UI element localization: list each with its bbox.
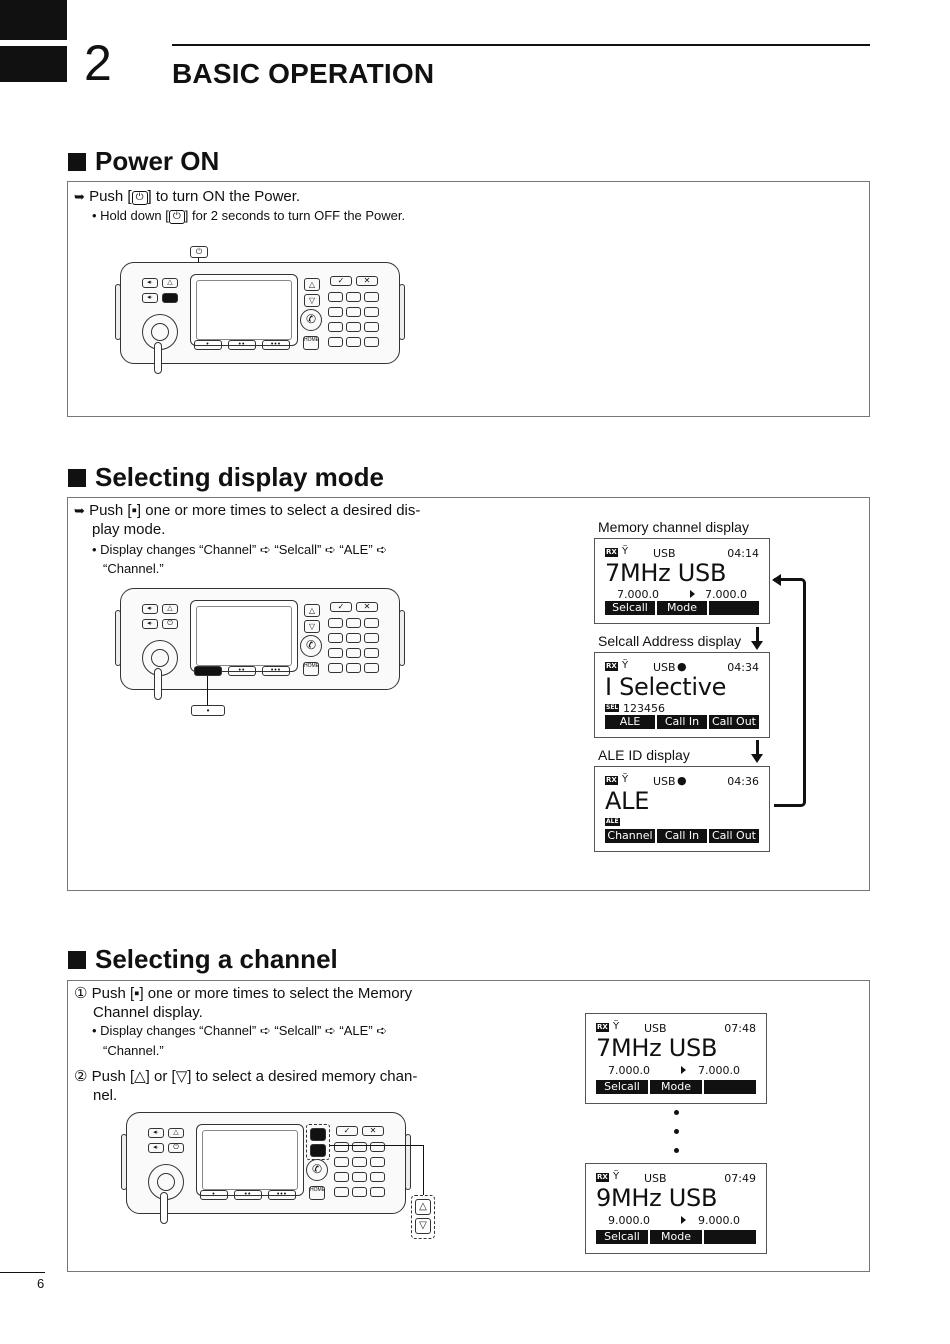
footer-rule [0,1272,45,1273]
radio-lcd [196,1124,304,1196]
display-ale-id: RX Ÿ USB ● 04:36 ALE ALE Channel Call In Call Out [594,766,770,852]
radio-lcd [190,600,298,672]
display-mode-note: • Display changes “Channel” ➪ “Selcall” ➪ “ALE” ➪ [92,542,388,557]
antenna-icon: Ÿ [622,660,629,671]
square-bullet-icon [68,951,86,969]
radio-lcd [190,274,298,346]
arrow-down-icon [751,754,763,763]
ellipsis-dot [674,1129,679,1134]
ellipsis-dot [674,1148,679,1153]
loop-arrow [774,578,806,807]
call-icon[interactable]: ✆ [300,309,322,331]
power-on-step: ➥ Push [ ⏻ ] to turn ON the Power. [74,188,301,205]
antenna-icon: Ÿ [613,1171,620,1182]
call-icon[interactable]: ✆ [306,1159,328,1181]
display-selcall-address: RX Ÿ USB ● 04:34 I Selective SEL 123456 ALE Call In Call Out [594,652,770,738]
display-key-callout: • [191,705,225,716]
display-memory-channel: RX Ÿ USB 04:14 7MHz USB 7.000.0 7.000.0 Selcall Mode [594,538,770,624]
flow-arrow [756,740,759,755]
radio-front-panel: ◂· △ ◂· • •• ••• △ ▽ ✓ ✕ ✆ HOME [120,262,400,364]
display-mode-step: ➥ Push [▪] one or more times to select a desired dis- [74,502,421,519]
flow-arrow [756,627,759,642]
arrow-bullet-icon: ➥ [74,503,85,518]
square-bullet-icon [68,153,86,171]
home-menu-button[interactable]: HOME [303,336,319,350]
display-channel-9mhz: RX Ÿ USB 07:49 9MHz USB 9.000.0 9.000.0 Selcall Mode [585,1163,767,1254]
arrow-left-icon [772,574,781,586]
display-channel-7mhz: RX Ÿ USB 07:48 7MHz USB 7.000.0 7.000.0 Selcall Mode [585,1013,767,1104]
power-key-icon: ⏻ [132,191,148,205]
ellipsis-dot [674,1110,679,1115]
antenna-icon: Ÿ [613,1021,620,1032]
power-key-callout: ⏻ [190,246,208,258]
antenna-icon: Ÿ [622,774,629,785]
chapter-tab [0,0,67,40]
up-down-callout [411,1195,435,1239]
home-menu-button[interactable]: HOME [303,662,319,676]
callout-line [330,1145,424,1146]
arrow-right-icon [690,590,695,598]
down-key-icon: ▽ [415,1218,431,1234]
page-number: 6 [37,1276,45,1291]
arrow-down-icon [751,641,763,650]
section-title-display-mode: Selecting display mode [68,462,384,493]
display-mode-button[interactable] [194,666,222,676]
power-button[interactable] [162,293,178,303]
section-title-power-on: Power ON [68,146,219,177]
caption-ale: ALE ID display [598,747,690,763]
callout-line [423,1145,424,1195]
antenna-icon: Ÿ [622,546,629,557]
arrow-bullet-icon: ➥ [74,189,85,204]
header-rule [172,44,870,46]
call-icon[interactable]: ✆ [300,635,322,657]
person-icon: ● [677,774,687,787]
chapter-title: BASIC OPERATION [172,58,435,89]
caption-selcall: Selcall Address display [598,633,742,649]
caption-memory-channel: Memory channel display [598,519,749,535]
up-key-icon: △ [415,1199,431,1215]
callout-line [207,676,208,706]
power-off-note: • Hold down [ ⏻ ] for 2 seconds to turn OFF the Power. [92,208,406,223]
radio-front-panel: ◂· △ ◂· ⏻ •• ••• △ ▽ ✓ ✕ ✆ HOME [120,588,400,690]
channel-step-2: ② Push [△] or [▽] to select a desired memory chan- [74,1068,418,1085]
chapter-tab-lower [0,46,67,82]
arrow-right-icon [681,1066,686,1074]
person-icon: ● [677,660,687,673]
square-bullet-icon [68,469,86,487]
arrow-right-icon [681,1216,686,1224]
channel-note: • Display changes “Channel” ➪ “Selcall” ➪ “ALE” ➪ [92,1023,388,1038]
power-key-icon: ⏻ [169,210,185,224]
channel-step-1: ① Push [▪] one or more times to select the Memory [74,985,413,1002]
section-title-channel: Selecting a channel [68,944,338,975]
chapter-number: 2 [84,35,112,91]
radio-front-panel: ◂· △ ◂· ⏻ • •• ••• ✓ ✕ ✆ HOME [126,1112,406,1214]
home-menu-button[interactable]: HOME [309,1186,325,1200]
